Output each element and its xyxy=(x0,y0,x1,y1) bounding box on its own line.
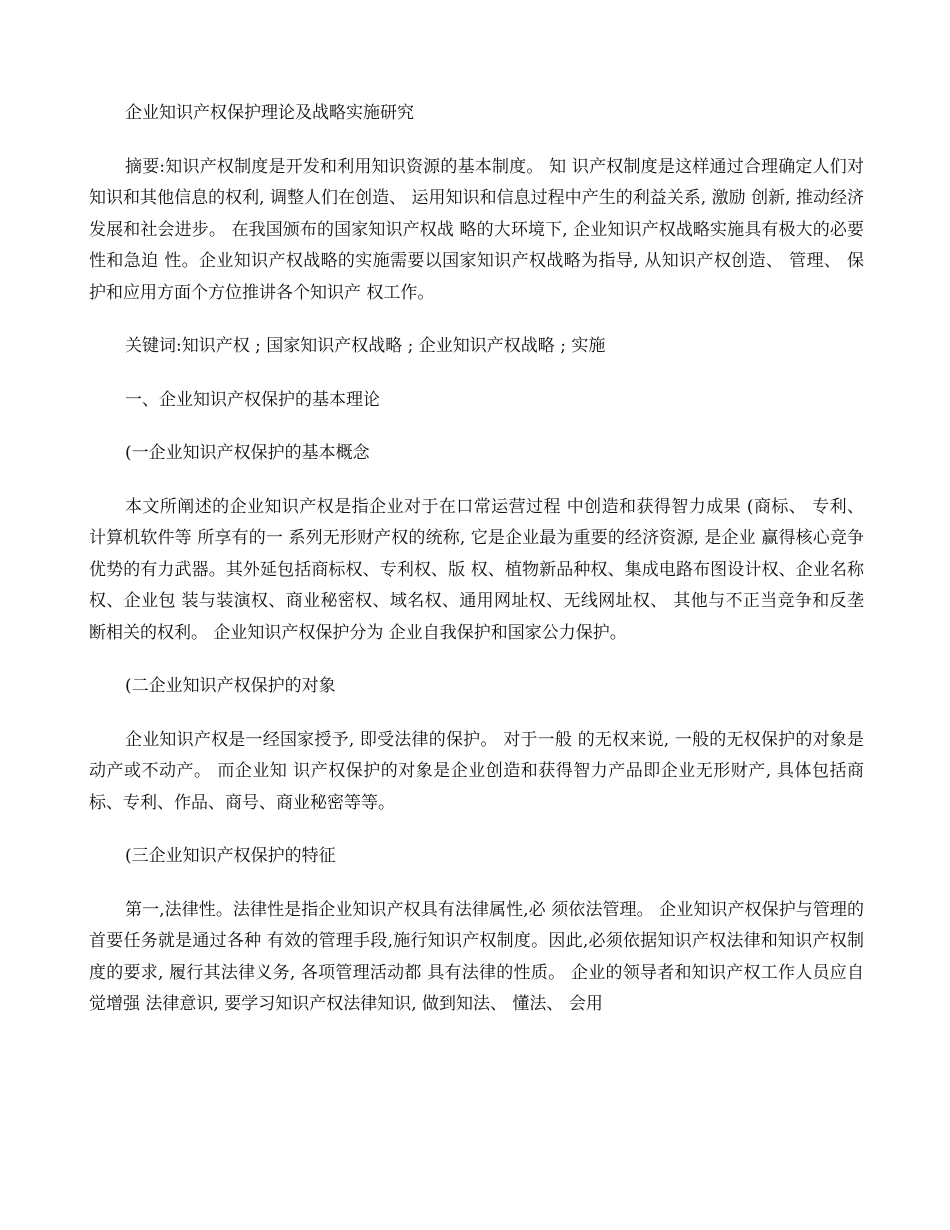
subsection-heading-2: (二企业知识产权保护的对象 xyxy=(125,676,336,696)
subsection-body-2: 企业知识产权是一经国家授予, 即受法律的保护。 对于一般 的无权来说, 一般的无权保护的对象是动产或不动产。 而企业知 识产权保护的对象是企业创造和获得智力产品即企业无形财产, 具体包括商标、专利、作品、商号、商业秘密等等。 xyxy=(89,729,864,813)
section-heading-1: 一、企业知识产权保护的基本理论 xyxy=(125,389,380,410)
abstract-paragraph: 摘要:知识产权制度是开发和利用知识资源的基本制度。 知 识产权制度是这样通过合理确定人们对知识和其他信息的权利, 调整人们在创造、 运用知识和信息过程中产生的利益关系, 激励 创新, 推动经济发展和社会进步。 在我国颁布的国家知识产权战 略的大环境下, 企业知识产权战略实施具有极大的必要性和急迫 性。企业知识产权战略的实施需要以国家知识产权战略为指导, 从知识产权创造、 管理、 保护和应用方面个方位推讲各个知识产 权工作。 xyxy=(89,156,864,303)
subsection-heading-3: (三企业知识产权保护的特征 xyxy=(125,846,336,866)
subsection-heading-1: (一企业知识产权保护的基本概念 xyxy=(125,443,370,463)
keywords-paragraph: 关键词:知识产权 ; 国家知识产权战略 ; 企业知识产权战略 ; 实施 xyxy=(125,336,606,356)
document-title: 企业知识产权保护理论及战略实施研究 xyxy=(125,103,414,123)
subsection-body-3: 第一,法律性。法律性是指企业知识产权具有法律属性,必 须依法管理。 企业知识产权保护与管理的首要任务就是通过各种 有效的管理手段,施行知识产权制度。因此,必须依据知识产权法律和知识产权制度的要求, 履行其法律义务, 各项管理活动都 具有法律的性质。 企业的领导者和知识产权工作人员应自觉增强 法律意识, 要学习知识产权法律知识, 做到知法、 懂法、 会用 xyxy=(89,899,864,1014)
document-body xyxy=(89,98,864,1021)
subsection-body-1: 本文所阐述的企业知识产权是指企业对于在口常运营过程 中创造和获得智力成果 (商标、 专利、 计算机软件等 所享有的一 系列无形财产权的统称, 它是企业最为重要的经济资源, 是企业 赢得核心竞争优势的有力武器。其外延包括商标权、专利权、版 权、植物新品种权、集成电路布图设计权、企业名称权、企业包 装与装演权、商业秘密权、域名权、通用网址权、无线网址权、 其他与不正当竞争和反垄断相关的权利。 企业知识产权保护分为 企业自我保护和国家公力保护。 xyxy=(89,496,864,643)
